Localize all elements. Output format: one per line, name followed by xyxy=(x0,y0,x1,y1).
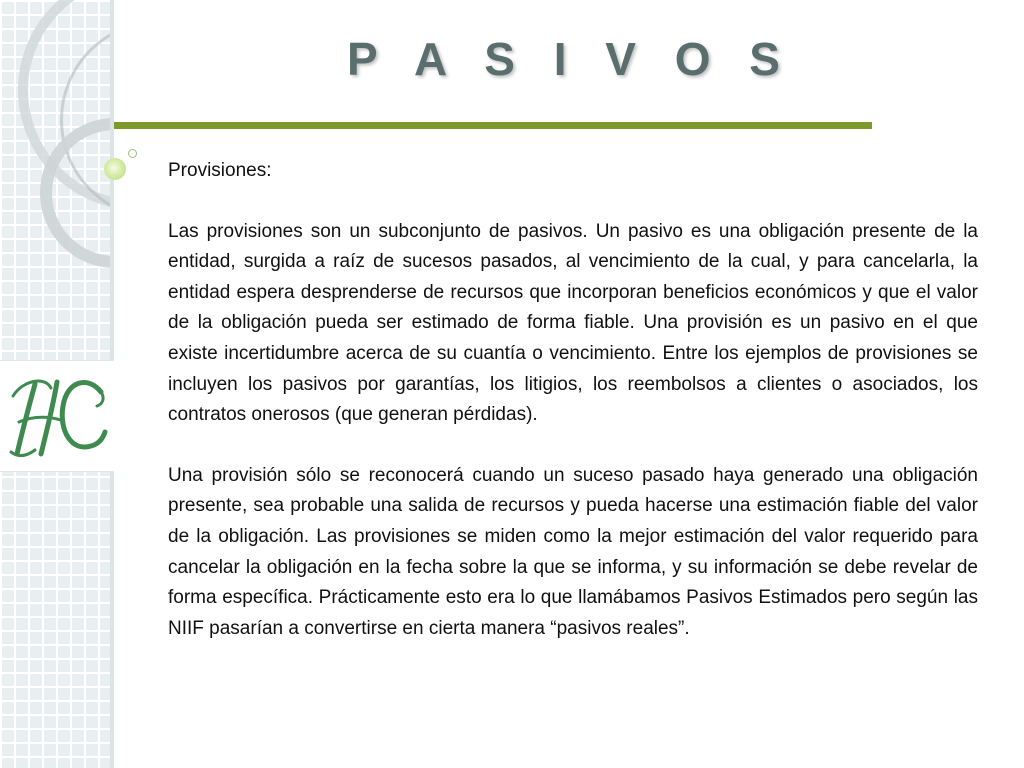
body-paragraph: Las provisiones son un subconjunto de pasivos. Un pasivo es una obligación presente de la entidad, surgida a raíz de sucesos pasados, al vencimiento de la cual, y para cancelarla, la entidad espera desprenderse de recursos que incorporan beneficios económicos y que el valor de la obligación pueda ser estimado de forma fiable. Una provisión es un pasivo en el que existe incertidumbre acerca de su cuantía o vencimiento. Entre los ejemplos de provisiones se incluyen los pasivos por garantías, los litigios, los reembolsos a clientes o asociados, los contratos onerosos (que generan pérdidas). xyxy=(168,220,978,426)
title-underline xyxy=(114,122,872,129)
slide-title: P A S I V O S xyxy=(347,33,793,85)
hc-monogram-logo xyxy=(0,360,114,472)
body-paragraph: Una provisión sólo se reconocerá cuando un suceso pasado haya generado una obligación presente, sea probable una salida de recursos y pueda hacerse una estimación fiable del valor de la obligación. Las provisiones se miden como la mejor estimación del valor requerido para cancelar la obligación en la fecha sobre la que se informa, y su información se debe revelar de forma específica. Prácticamente esto era lo que llamábamos Pasivos Estimados pero según las NIIF pasarían a convertirse en cierta manera “pasivos reales”. xyxy=(168,464,978,639)
bullet-ring-icon xyxy=(128,149,137,158)
section-heading: Provisiones: xyxy=(168,160,272,181)
bullet-dot-icon xyxy=(104,158,126,180)
hc-logo-icon xyxy=(5,366,109,466)
slide-body xyxy=(168,156,978,644)
